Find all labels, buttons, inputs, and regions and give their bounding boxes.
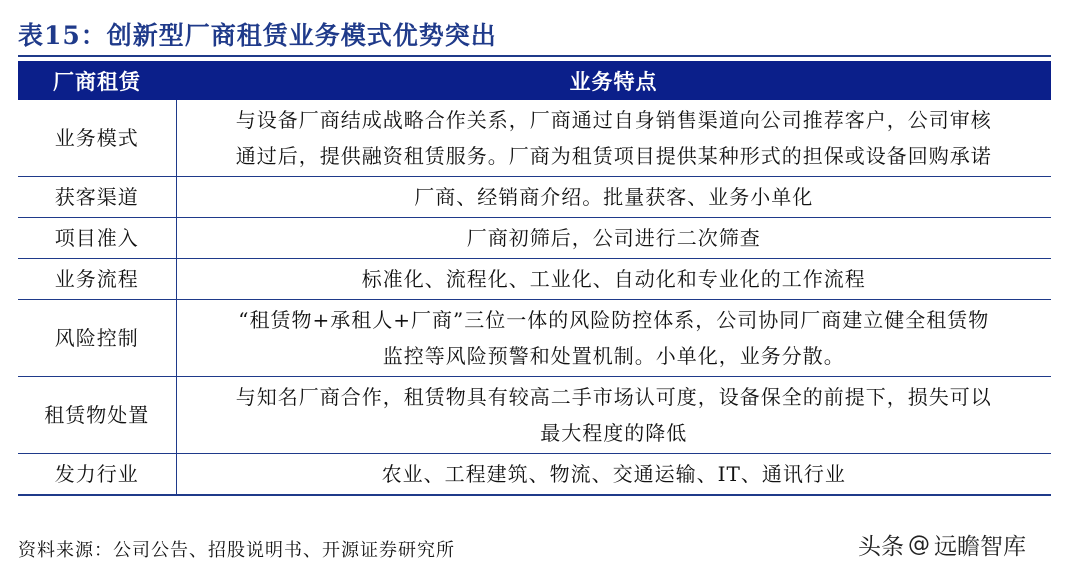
business-model-table <box>18 61 1051 496</box>
row-description <box>176 300 1051 377</box>
watermark-name: 远瞻智库 <box>934 534 1026 560</box>
source-note: 资料来源：公司公告、招股说明书、开源证券研究所 <box>18 540 455 561</box>
row-description <box>176 454 1051 496</box>
row-category: 业务流程 <box>18 259 176 300</box>
row-category: 发力行业 <box>18 454 176 496</box>
row-description <box>176 100 1051 177</box>
row-description <box>176 218 1051 259</box>
table-row <box>18 218 1051 259</box>
title-divider <box>18 55 1051 57</box>
watermark-brand: 头条 <box>858 534 904 560</box>
row-category: 项目准入 <box>18 218 176 259</box>
row-description <box>176 377 1051 454</box>
table-title: 表15：创新型厂商租赁业务模式优势突出 <box>18 21 497 50</box>
description-line: “租赁物+承租人+厂商”三位一体的风险防控体系，公司协同厂商建立健全租赁物 <box>238 308 990 332</box>
description-line: 农业、工程建筑、物流、交通运输、IT、通讯行业 <box>381 462 846 486</box>
description-line: 监控等风险预警和处置机制。小单化，业务分散。 <box>382 344 845 368</box>
header-features: 业务特点 <box>176 61 1051 100</box>
table-row <box>18 177 1051 218</box>
row-category: 业务模式 <box>18 100 176 177</box>
table-header-row <box>18 61 1051 100</box>
row-category: 获客渠道 <box>18 177 176 218</box>
table-row <box>18 300 1051 377</box>
table-row <box>18 377 1051 454</box>
table-row <box>18 100 1051 177</box>
description-line: 与设备厂商结成战略合作关系，厂商通过自身销售渠道向公司推荐客户，公司审核 <box>235 108 992 132</box>
description-line: 厂商、经销商介绍。批量获客、业务小单化 <box>414 185 814 209</box>
table-row <box>18 454 1051 496</box>
description-line: 厂商初筛后，公司进行二次筛查 <box>466 226 761 250</box>
row-category: 风险控制 <box>18 300 176 377</box>
watermark <box>858 528 1026 561</box>
row-description <box>176 177 1051 218</box>
row-category: 租赁物处置 <box>18 377 176 454</box>
description-line: 通过后，提供融资租赁服务。厂商为租赁项目提供某种形式的担保或设备回购承诺 <box>235 144 992 168</box>
header-category: 厂商租赁 <box>18 61 176 100</box>
description-line: 最大程度的降低 <box>540 421 688 445</box>
description-line: 与知名厂商合作，租赁物具有较高二手市场认可度，设备保全的前提下，损失可以 <box>235 385 992 409</box>
at-sign: @ <box>908 532 930 557</box>
row-description <box>176 259 1051 300</box>
table-row <box>18 259 1051 300</box>
description-line: 标准化、流程化、工业化、自动化和专业化的工作流程 <box>361 267 866 291</box>
